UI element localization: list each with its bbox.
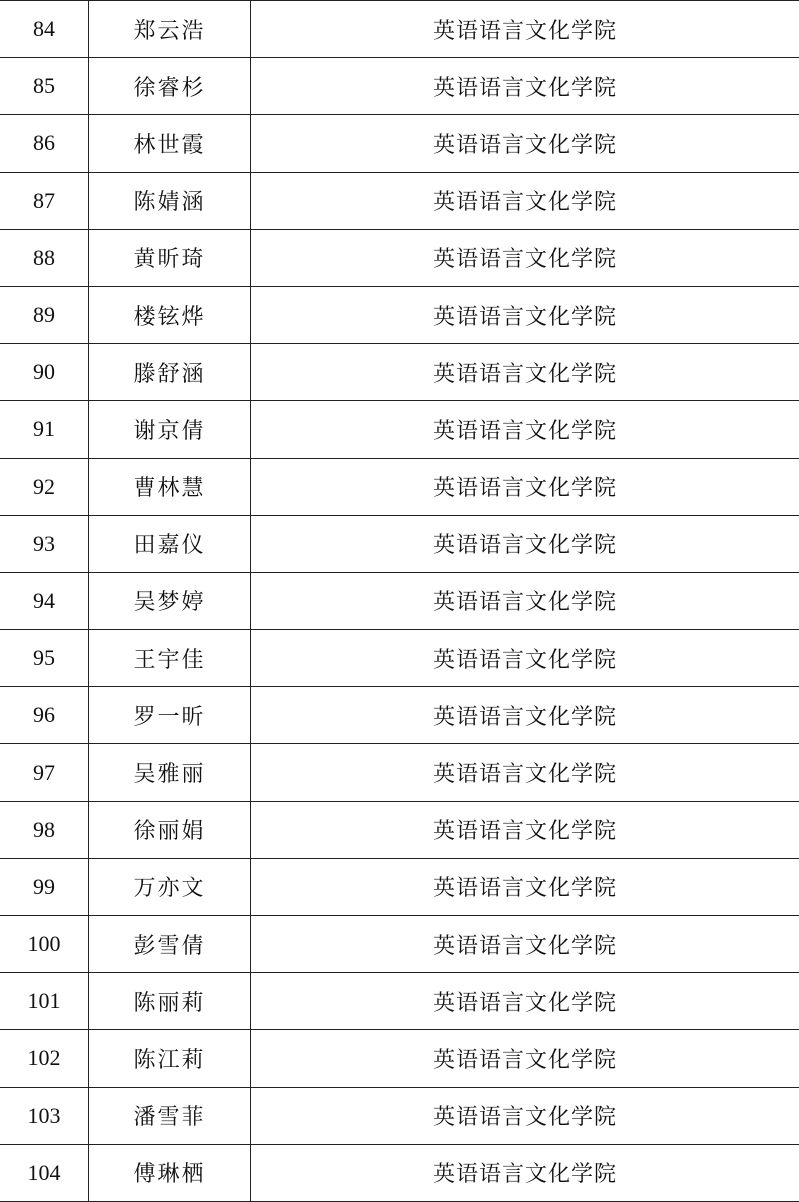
table-row (0, 1, 799, 58)
table-row (0, 858, 799, 915)
row-number-cell: 99 (0, 858, 89, 915)
student-name-cell: 徐睿杉 (89, 58, 251, 115)
student-name-cell: 陈婧涵 (89, 172, 251, 229)
row-number-cell: 91 (0, 401, 89, 458)
table-row (0, 229, 799, 286)
college-cell: 英语语言文化学院 (251, 1, 799, 58)
row-number-cell: 94 (0, 572, 89, 629)
college-cell: 英语语言文化学院 (251, 458, 799, 515)
student-name-cell: 王宇佳 (89, 630, 251, 687)
row-number-cell: 96 (0, 687, 89, 744)
student-name-cell: 彭雪倩 (89, 916, 251, 973)
student-name-cell: 林世霞 (89, 115, 251, 172)
college-cell: 英语语言文化学院 (251, 344, 799, 401)
row-number-cell: 85 (0, 58, 89, 115)
student-name-cell: 吴梦婷 (89, 572, 251, 629)
table-row (0, 58, 799, 115)
student-name-cell: 谢京倩 (89, 401, 251, 458)
row-number-cell: 103 (0, 1087, 89, 1144)
table-row (0, 286, 799, 343)
row-number-cell: 84 (0, 1, 89, 58)
student-name-cell: 潘雪菲 (89, 1087, 251, 1144)
college-cell: 英语语言文化学院 (251, 858, 799, 915)
row-number-cell: 86 (0, 115, 89, 172)
row-number-cell: 90 (0, 344, 89, 401)
college-cell: 英语语言文化学院 (251, 1144, 799, 1201)
college-cell: 英语语言文化学院 (251, 58, 799, 115)
row-number-cell: 98 (0, 801, 89, 858)
row-number-cell: 101 (0, 973, 89, 1030)
table-row (0, 344, 799, 401)
row-number-cell: 92 (0, 458, 89, 515)
table-row (0, 916, 799, 973)
row-number-cell: 102 (0, 1030, 89, 1087)
student-name-cell: 徐丽娟 (89, 801, 251, 858)
table-row (0, 801, 799, 858)
college-cell: 英语语言文化学院 (251, 115, 799, 172)
student-name-cell: 郑云浩 (89, 1, 251, 58)
college-cell: 英语语言文化学院 (251, 916, 799, 973)
student-name-cell: 楼铉烨 (89, 286, 251, 343)
college-cell: 英语语言文化学院 (251, 401, 799, 458)
student-name-cell: 陈江莉 (89, 1030, 251, 1087)
student-name-cell: 陈丽莉 (89, 973, 251, 1030)
college-cell: 英语语言文化学院 (251, 801, 799, 858)
college-cell: 英语语言文化学院 (251, 630, 799, 687)
row-number-cell: 95 (0, 630, 89, 687)
row-number-cell: 100 (0, 916, 89, 973)
college-cell: 英语语言文化学院 (251, 286, 799, 343)
row-number-cell: 88 (0, 229, 89, 286)
student-name-cell: 田嘉仪 (89, 515, 251, 572)
table-row (0, 630, 799, 687)
table-row (0, 572, 799, 629)
student-name-cell: 傅琳栖 (89, 1144, 251, 1201)
student-name-cell: 滕舒涵 (89, 344, 251, 401)
student-name-cell: 万亦文 (89, 858, 251, 915)
row-number-cell: 104 (0, 1144, 89, 1201)
table-row (0, 744, 799, 801)
student-name-cell: 曹林慧 (89, 458, 251, 515)
college-cell: 英语语言文化学院 (251, 229, 799, 286)
row-number-cell: 89 (0, 286, 89, 343)
college-cell: 英语语言文化学院 (251, 973, 799, 1030)
college-cell: 英语语言文化学院 (251, 687, 799, 744)
student-name-cell: 黄昕琦 (89, 229, 251, 286)
table-row (0, 687, 799, 744)
row-number-cell: 93 (0, 515, 89, 572)
table-row (0, 1087, 799, 1144)
table-row (0, 515, 799, 572)
table-body (0, 1, 799, 1202)
table-row (0, 401, 799, 458)
college-cell: 英语语言文化学院 (251, 1087, 799, 1144)
table-row (0, 172, 799, 229)
college-cell: 英语语言文化学院 (251, 744, 799, 801)
table-row (0, 458, 799, 515)
table-row (0, 973, 799, 1030)
college-cell: 英语语言文化学院 (251, 515, 799, 572)
table-row (0, 1030, 799, 1087)
student-name-cell: 罗一昕 (89, 687, 251, 744)
student-name-cell: 吴雅丽 (89, 744, 251, 801)
college-cell: 英语语言文化学院 (251, 572, 799, 629)
table-row (0, 115, 799, 172)
college-cell: 英语语言文化学院 (251, 1030, 799, 1087)
row-number-cell: 97 (0, 744, 89, 801)
table-row (0, 1144, 799, 1201)
row-number-cell: 87 (0, 172, 89, 229)
college-cell: 英语语言文化学院 (251, 172, 799, 229)
